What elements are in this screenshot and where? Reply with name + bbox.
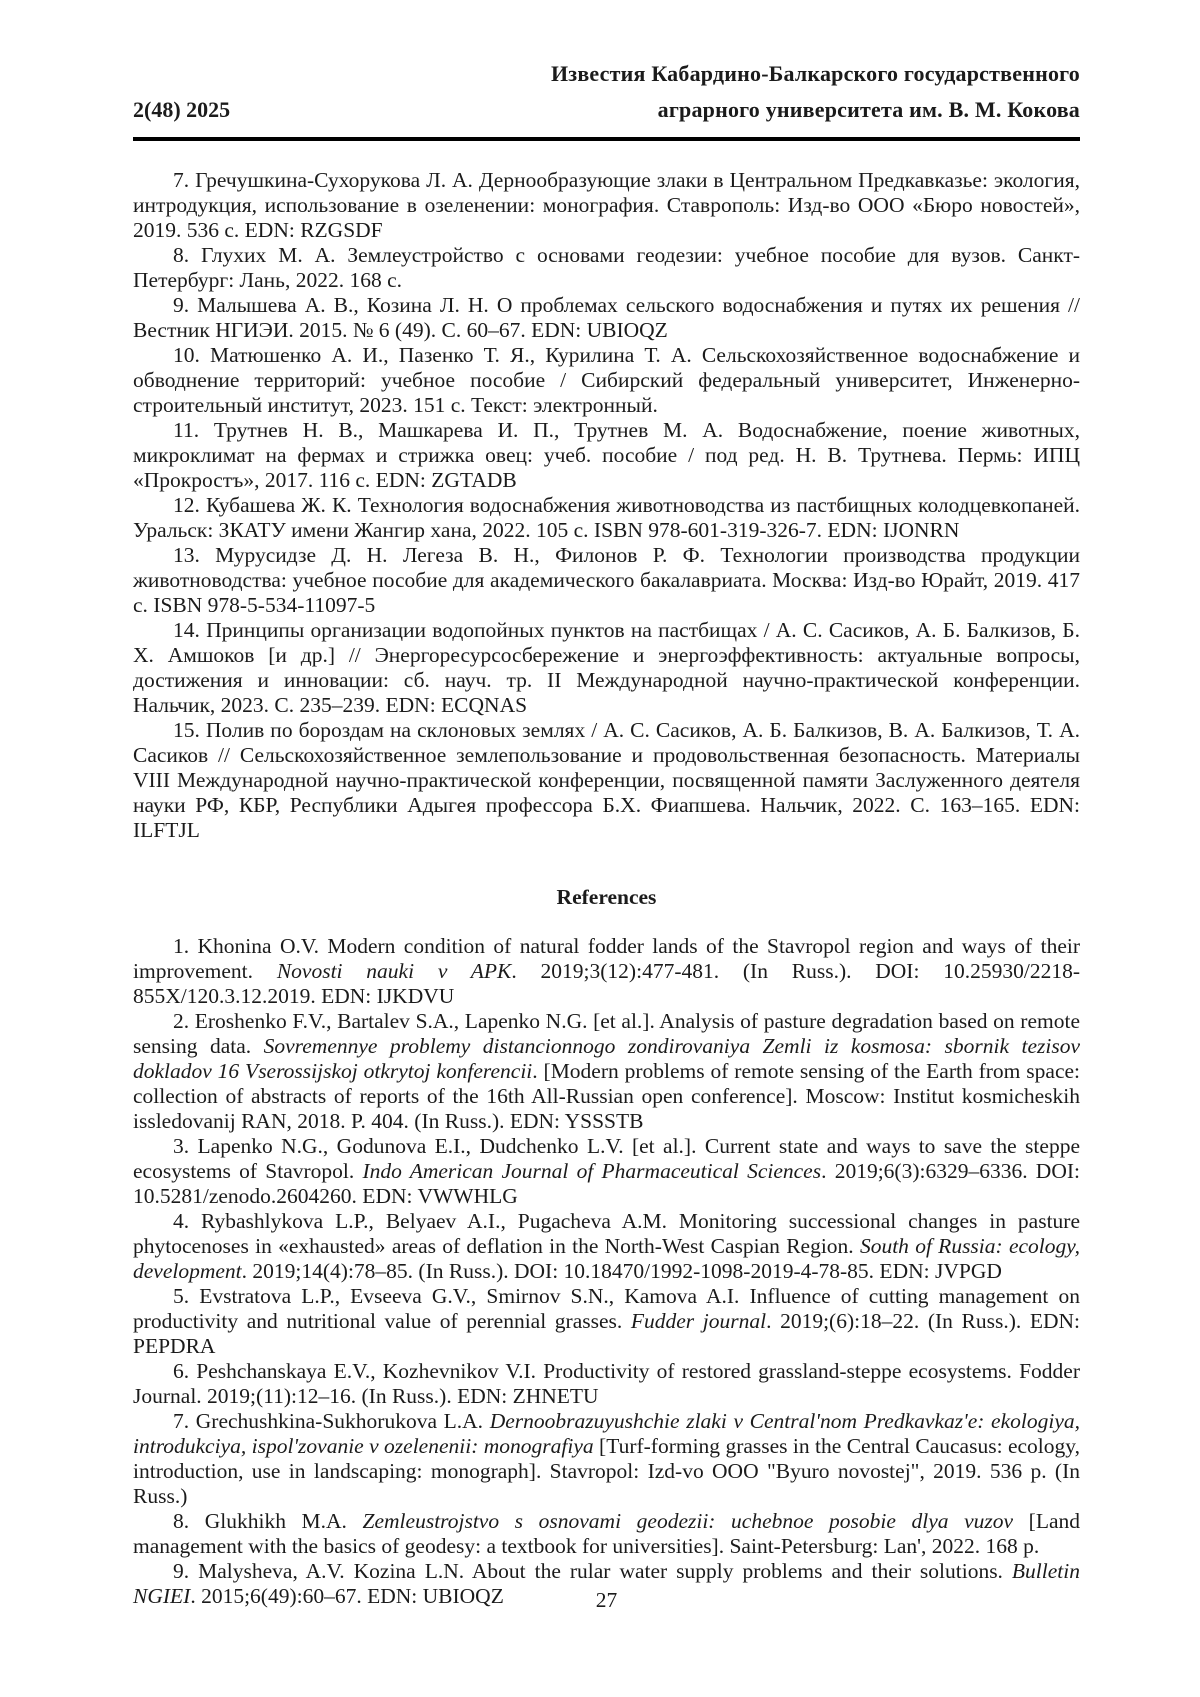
reference-text: 9. Malysheva, A.V. Kozina L.N. About the rular water supply problems and their solutions. bbox=[173, 1559, 1012, 1583]
reference-item bbox=[133, 618, 1080, 718]
reference-item bbox=[133, 718, 1080, 843]
reference-text: 1. Khonina O.V. Modern condition of natural fodder lands of the Stavropol region and ways of their improvement. bbox=[133, 934, 1080, 983]
reference-title-italic: Sovremennye problemy distancionnogo zondirovaniya Zemli iz kosmosa: sbornik tezisov dokladov 16 Vserossijskoj otkrytoj konferencii bbox=[133, 1034, 1080, 1083]
reference-text: . 2019;14(4):78–85. (In Russ.). DOI: 10.18470/1992-1098-2019-4-78-85. EDN: JVPGD bbox=[241, 1259, 1002, 1283]
reference-item bbox=[133, 168, 1080, 243]
header-divider bbox=[133, 137, 1080, 141]
reference-item bbox=[133, 543, 1080, 618]
reference-text: 15. Полив по бороздам на склоновых землях / А. С. Сасиков, А. Б. Балкизов, В. А. Балкизов, Т. А. Сасиков // Сельскохозяйственное землепользование и продовольственная безопасность. Материалы VIII Международной научно-практической конференции, посвященной памяти Заслуженного деятеля науки РФ, КБР, Республики Адыгея профессора Б.Х. Фиапшева. Нальчик, 2022. С. 163–165. EDN: ILFTJL bbox=[133, 718, 1080, 842]
reference-item bbox=[133, 243, 1080, 293]
reference-text: . 2019;(6):18–22. (In Russ.). EDN: PEPDRA bbox=[133, 1309, 1080, 1358]
reference-text: 12. Кубашева Ж. К. Технология водоснабжения животноводства из пастбищных колодцевкопаней. Уральск: ЗКАТУ имени Жангир хана, 2022. 105 с. ISBN 978-601-319-326-7. EDN: IJONRN bbox=[133, 493, 1080, 542]
reference-text: 4. Rybashlykova L.P., Belyaev A.I., Pugacheva A.M. Monitoring successional changes in pasture phytocenoses in «exhausted» areas of deflation in the North-West Caspian Region. bbox=[133, 1209, 1080, 1258]
reference-title-italic: Dernoobrazuyushchie zlaki v Central'nom Predkavkaz'e: ekologiya, introdukciya, ispol'zovanie v ozelenenii: monografiya bbox=[133, 1409, 1080, 1458]
references-heading: References bbox=[556, 885, 657, 909]
issue-number: 2(48) 2025 bbox=[133, 97, 231, 122]
reference-text: 10. Матюшенко А. И., Пазенко Т. Я., Курилина Т. А. Сельскохозяйственное водоснабжение и обводнение территорий: учебное пособие / Сибирский федеральный университет, Инженерно-строительный институт, 2023. 151 с. Текст: электронный. bbox=[133, 343, 1080, 417]
english-reference-list bbox=[133, 934, 1080, 1609]
reference-item bbox=[133, 418, 1080, 493]
reference-text: 5. Evstratova L.P., Evseeva G.V., Smirnov S.N., Kamova A.I. Influence of cutting management on productivity and nutritional value of perennial grasses. bbox=[133, 1284, 1080, 1333]
journal-title-line2: аграрного университета им. В. М. Кокова bbox=[657, 97, 1080, 122]
reference-text: . 2019;6(3):6329–6336. DOI: 10.5281/zenodo.2604260. EDN: VWWHLG bbox=[133, 1159, 1080, 1208]
page-header bbox=[133, 0, 1080, 128]
reference-text: 13. Мурусидзе Д. Н. Легеза В. Н., Филонов Р. Ф. Технологии производства продукции животноводства: учебное пособие для академического бакалавриата. Москва: Изд-во Юрайт, 2019. 417 с. ISBN 978-5-534-11097-5 bbox=[133, 543, 1080, 617]
reference-text: 6. Peshchanskaya E.V., Kozhevnikov V.I. Productivity of restored grassland-steppe ecosystems. Fodder Journal. 2019;(11):12–16. (In Russ.). EDN: ZHNETU bbox=[133, 1359, 1080, 1408]
journal-title bbox=[133, 56, 1080, 128]
reference-text: 7. Grechushkina-Sukhorukova L.A. bbox=[173, 1409, 490, 1433]
page-number: 27 bbox=[595, 1588, 618, 1612]
reference-text: 7. Гречушкина-Сухорукова Л. А. Дернообразующие злаки в Центральном Предкавказье: экология, интродукция, использование в озеленении: монография. Ставрополь: Изд-во ООО «Бюро новостей», 2019. 536 с. EDN: RZGSDF bbox=[133, 168, 1080, 242]
reference-title-italic: Fudder journal bbox=[630, 1309, 767, 1333]
reference-text: 11. Трутнев Н. В., Машкарева И. П., Трутнев М. А. Водоснабжение, поение животных, микроклимат на фермах и стрижка овец: учеб. пособие / под ред. Н. В. Трутнева. Пермь: ИПЦ «Прокростъ», 2017. 116 с. EDN: ZGTADB bbox=[133, 418, 1080, 492]
reference-item bbox=[133, 493, 1080, 543]
reference-item bbox=[133, 293, 1080, 343]
reference-text: 14. Принципы организации водопойных пунктов на пастбищах / А. С. Сасиков, А. Б. Балкизов, Б. Х. Амшоков [и др.] // Энергоресурсосбережение и энергоэффективность: актуальные вопросы, достижения и инновации: сб. науч. тр. II Международной научно-практической конференции. Нальчик, 2023. С. 235–239. EDN: ECQNAS bbox=[133, 618, 1080, 717]
reference-text: 8. Глухих М. А. Землеустройство с основами геодезии: учебное пособие для вузов. Санкт-Петербург: Лань, 2022. 168 с. bbox=[133, 243, 1080, 292]
reference-item bbox=[133, 343, 1080, 418]
reference-text: [Land management with the basics of geodesy: a textbook for universities]. Saint-Petersburg: Lan', 2022. 168 p. bbox=[133, 1509, 1080, 1558]
reference-item bbox=[133, 934, 1080, 1009]
reference-item bbox=[133, 1009, 1080, 1134]
reference-text: 3. Lapenko N.G., Godunova E.I., Dudchenko L.V. [et al.]. Current state and ways to save the steppe ecosystems of Stavropol. bbox=[133, 1134, 1080, 1183]
reference-item bbox=[133, 1509, 1080, 1559]
reference-title-italic: Zemleustrojstvo s osnovami geodezii: uchebnoe posobie dlya vuzov bbox=[362, 1509, 1014, 1533]
reference-text: . 2019;3(12):477-481. (In Russ.). DOI: 10.25930/2218-855X/120.3.12.2019. EDN: IJKDVU bbox=[133, 959, 1080, 1008]
russian-reference-list bbox=[133, 168, 1080, 843]
reference-text: . 2015;6(49):60–67. EDN: UBIOQZ bbox=[190, 1584, 504, 1608]
reference-text: 2. Eroshenko F.V., Bartalev S.A., Lapenko N.G. [et al.]. Analysis of pasture degradation based on remote sensing data. bbox=[133, 1009, 1080, 1058]
page-content bbox=[133, 0, 1080, 1609]
reference-title-italic: South of Russia: ecology, development bbox=[133, 1234, 1080, 1283]
reference-title-italic: Bulletin NGIEI bbox=[133, 1559, 1080, 1608]
reference-item bbox=[133, 1209, 1080, 1284]
reference-text: 9. Малышева А. В., Козина Л. Н. О проблемах сельского водоснабжения и путях их решения // Вестник НГИЭИ. 2015. № 6 (49). С. 60–67. EDN: UBIOQZ bbox=[133, 293, 1080, 342]
reference-item bbox=[133, 1409, 1080, 1509]
reference-text: 8. Glukhikh M.A. bbox=[173, 1509, 363, 1533]
reference-title-italic: Indo American Journal of Pharmaceutical Sciences bbox=[362, 1159, 822, 1183]
reference-text: . [Modern problems of remote sensing of the Earth from space: collection of abstracts of reports of the 16th All-Russian open conference]. Moscow: Institut kosmicheskih issledovanij RAN, 2018. P. 404. (In Russ.). EDN: YSSSTB bbox=[133, 1059, 1080, 1133]
reference-item bbox=[133, 1284, 1080, 1359]
reference-item bbox=[133, 1359, 1080, 1409]
reference-item bbox=[133, 1134, 1080, 1209]
reference-text: [Turf-forming grasses in the Central Caucasus: ecology, introduction, use in landscaping: monograph]. Stavropol: Izd-vo OOO "Byuro novostej", 2019. 536 p. (In Russ.) bbox=[133, 1434, 1080, 1508]
reference-title-italic: Novosti nauki v APK bbox=[276, 959, 512, 983]
journal-title-line1: Известия Кабардино-Балкарского государственного bbox=[551, 61, 1080, 86]
